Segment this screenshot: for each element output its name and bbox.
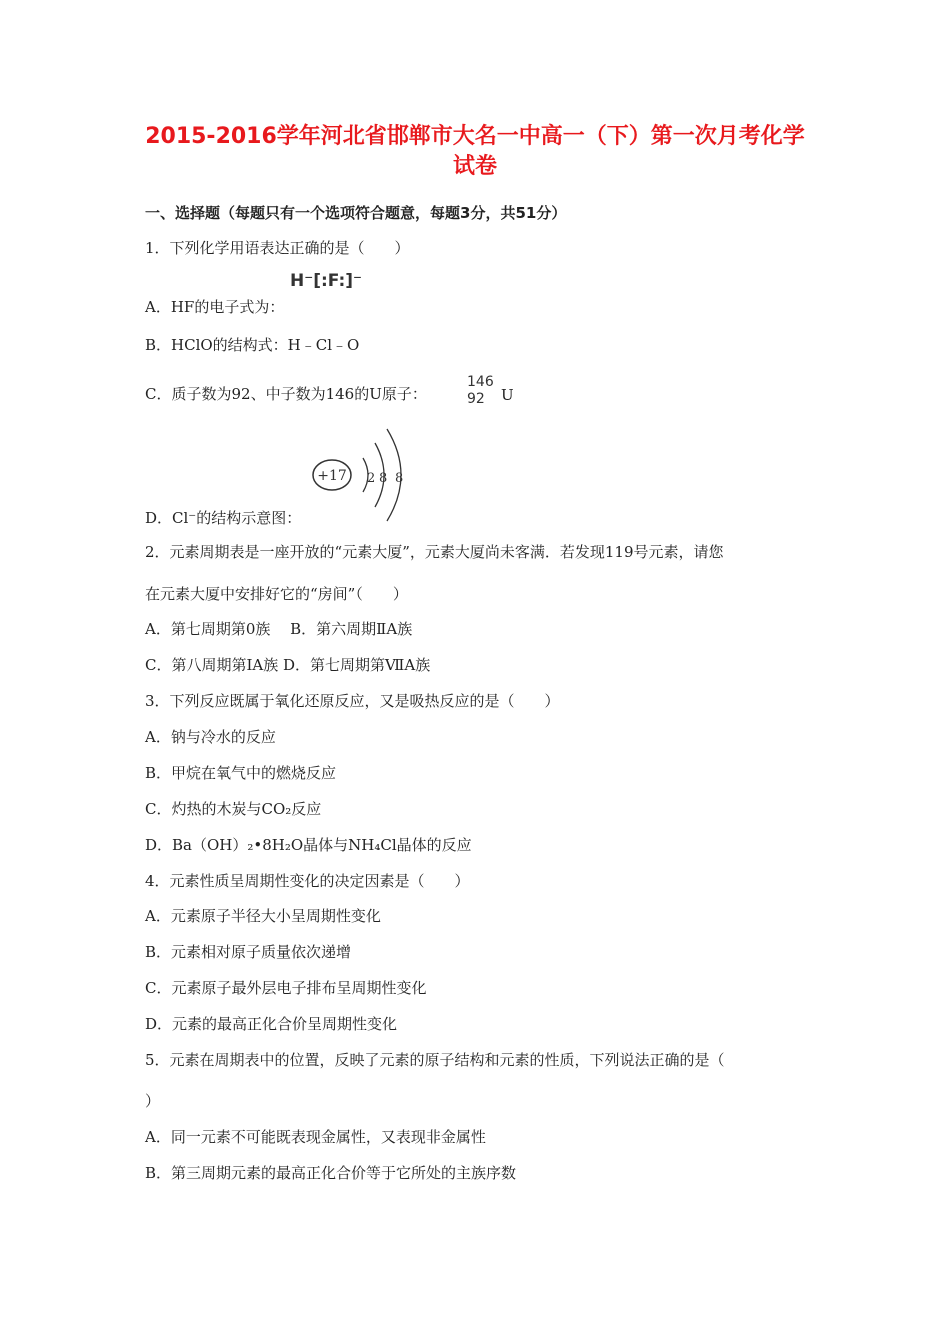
title-line-2: 试卷 [452, 154, 497, 179]
q4-option-c: C．元素原子最外层电子排布呈周期性变化 [145, 979, 427, 997]
q5-option-b: B．第三周期元素的最高正化合价等于它所处的主族序数 [145, 1164, 517, 1182]
shell-electrons-2: 8 [379, 471, 388, 486]
document-title [110, 122, 840, 182]
q4-option-b: B．元素相对原子质量依次递增 [145, 943, 352, 961]
q1-option-b: B．HClO的结构式：H﹣Cl﹣O [145, 336, 360, 354]
mass-number: 146 [467, 374, 494, 390]
hf-electron-formula: H⁻[:F:]⁻ [290, 271, 362, 291]
q1-option-d: D．Cl⁻的结构示意图： [145, 509, 302, 527]
q2-stem-line-2: 在元素大厦中安排好它的“房间”（ ） [145, 585, 408, 603]
q1-option-c: C．质子数为92、中子数为146的U原子： [145, 385, 427, 403]
q2-options-ab: A．第七周期第0族 B．第六周期ⅡA族 [145, 620, 413, 638]
section-heading: 一、选择题（每题只有一个选项符合题意，每题3分，共51分） [145, 204, 567, 222]
q2-stem-line-1: 2．元素周期表是一座开放的“元素大厦”，元素大厦尚未客满．若发现119号元素，请您 [145, 543, 724, 561]
nucleus-charge: +17 [317, 468, 347, 484]
nuclide-symbol: U [501, 386, 514, 404]
title-line-1: 2015-2016学年河北省邯郸市大名一中高一（下）第一次月考化学 [145, 124, 805, 149]
cl-ion-structure-diagram [305, 425, 435, 525]
q3-option-b: B．甲烷在氧气中的燃烧反应 [145, 764, 337, 782]
q5-option-a: A．同一元素不可能既表现金属性，又表现非金属性 [145, 1128, 486, 1146]
shell-electrons-3: 8 [395, 471, 404, 486]
q5-stem-line-2: ） [145, 1092, 161, 1110]
shell-electrons-1: 2 [367, 471, 376, 486]
q1-stem: 1．下列化学用语表达正确的是（ ） [145, 239, 410, 257]
q3-option-c: C．灼热的木炭与CO₂反应 [145, 800, 322, 818]
nuclide-notation [467, 374, 494, 408]
q4-option-a: A．元素原子半径大小呈周期性变化 [145, 907, 381, 925]
atomic-number: 92 [467, 391, 485, 407]
q3-stem: 3．下列反应既属于氧化还原反应，又是吸热反应的是（ ） [145, 692, 560, 710]
q4-stem: 4．元素性质呈周期性变化的决定因素是（ ） [145, 872, 470, 890]
q4-option-d: D．元素的最高正化合价呈周期性变化 [145, 1015, 398, 1033]
q5-stem-line-1: 5．元素在周期表中的位置，反映了元素的原子结构和元素的性质，下列说法正确的是（ [145, 1051, 725, 1069]
q3-option-a: A．钠与冷水的反应 [145, 728, 276, 746]
q3-option-d: D．Ba（OH）₂•8H₂O晶体与NH₄Cl晶体的反应 [145, 836, 472, 854]
q2-options-cd: C．第八周期第ⅠA族 D．第七周期第ⅦA族 [145, 656, 431, 674]
q1-option-a: A．HF的电子式为： [145, 298, 285, 316]
